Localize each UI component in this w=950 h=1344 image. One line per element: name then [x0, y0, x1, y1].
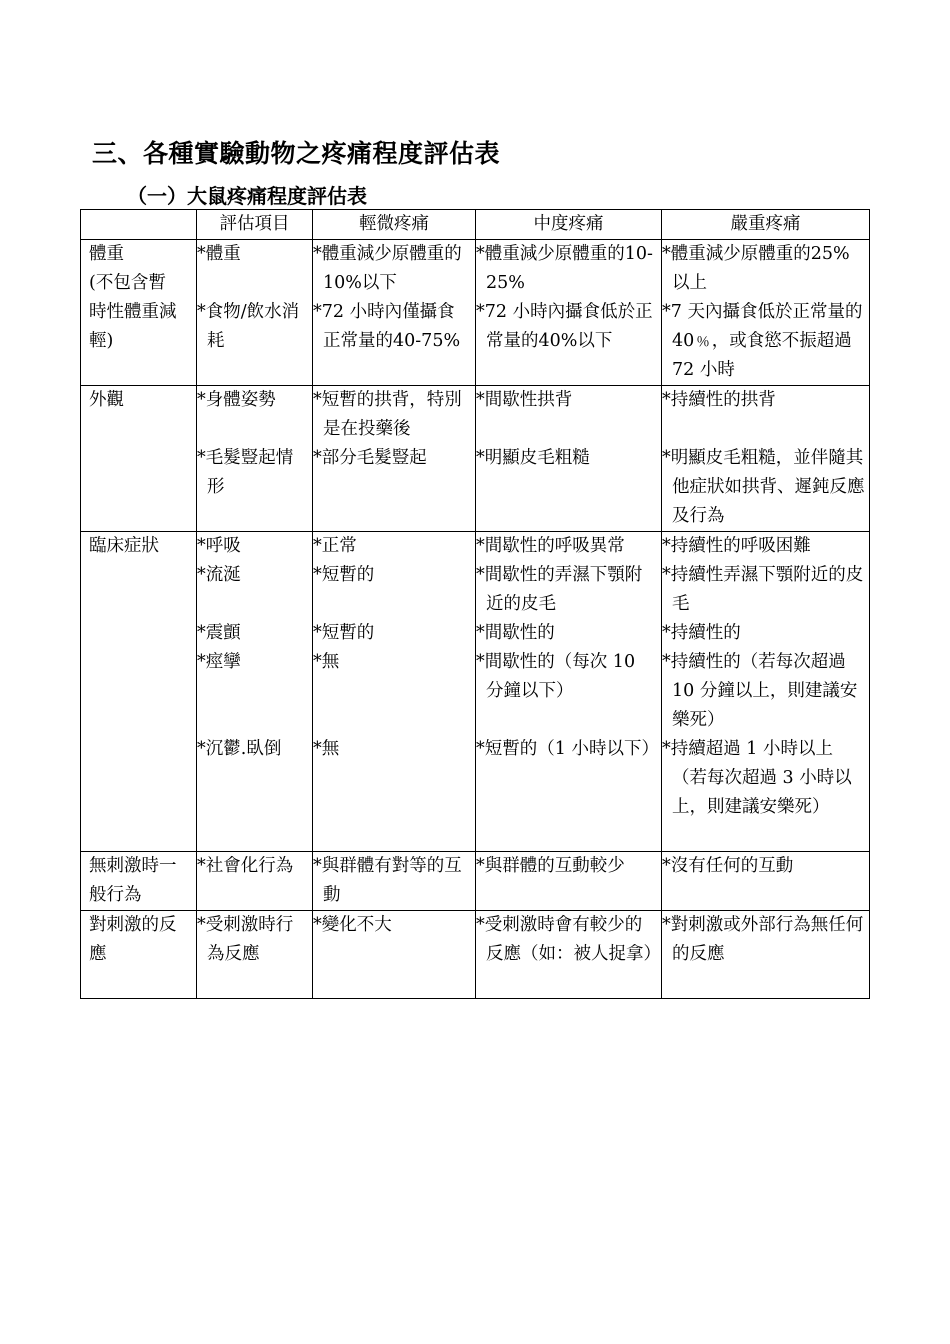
moderate-entry: *與群體的互動較少 — [476, 856, 625, 876]
item-entry: *受刺激時行為反應 — [197, 915, 294, 964]
item-entry: *沉鬱.臥倒 — [197, 739, 282, 759]
table-header-row — [81, 210, 870, 240]
severe-cell — [662, 240, 870, 386]
item-entry: *呼吸 — [197, 536, 241, 556]
mild-entry: *正常 — [313, 536, 357, 556]
mild-entry: *短暫的拱背，特別是在投藥後 — [313, 390, 462, 439]
header-moderate: 中度疼痛 — [476, 210, 662, 240]
category-label: 臨床症狀 — [89, 536, 159, 556]
item-cell — [197, 532, 313, 852]
pain-assessment-table — [80, 209, 870, 999]
severe-entry: *持續性的 — [662, 623, 741, 643]
severe-entry: *沒有任何的互動 — [662, 856, 794, 876]
category-cell — [81, 852, 197, 911]
moderate-entry: *間歇性的呼吸異常 — [476, 536, 625, 556]
item-cell — [197, 852, 313, 911]
severe-entry: *持續性的（若每次超過 10 分鐘以上，則建議安樂死） — [662, 652, 858, 730]
header-severe: 嚴重疼痛 — [662, 210, 870, 240]
mild-cell — [313, 911, 476, 999]
mild-entry: *變化不大 — [313, 915, 392, 935]
mild-entry: *無 — [313, 652, 340, 672]
item-entry: *毛髮豎起情形 — [197, 448, 294, 497]
severe-entry: *明顯皮毛粗糙，並伴隨其他症狀如拱背、遲鈍反應及行為 — [662, 448, 865, 526]
item-entry: *社會化行為 — [197, 856, 294, 876]
mild-cell — [313, 240, 476, 386]
item-cell — [197, 911, 313, 999]
severe-entry: *持續超過 1 小時以上（若每次超過 3 小時以上，則建議安樂死） — [662, 739, 852, 817]
item-cell — [197, 386, 313, 532]
moderate-entry: *間歇性的（每次 10 分鐘以下） — [476, 652, 636, 701]
severe-entry: *持續性的呼吸困難 — [662, 536, 811, 556]
mild-entry: *短暫的 — [313, 623, 375, 643]
category-cell — [81, 532, 197, 852]
category-cell — [81, 240, 197, 386]
mild-entry: *與群體有對等的互動 — [313, 856, 462, 905]
mild-cell — [313, 532, 476, 852]
category-label: 無刺激時一般行為 — [89, 856, 177, 905]
severe-entry: *7 天內攝食低於正常量的40﹪，或食慾不振超過 72 小時 — [662, 302, 863, 380]
category-cell — [81, 911, 197, 999]
moderate-entry: *間歇性的弄濕下顎附近的皮毛 — [476, 565, 643, 614]
mild-entry: *72 小時內僅攝食正常量的40-75% — [313, 302, 461, 351]
severe-entry: *對刺激或外部行為無任何的反應 — [662, 915, 864, 964]
mild-cell — [313, 852, 476, 911]
severe-entry: *體重減少原體重的25%以上 — [662, 244, 850, 293]
moderate-entry: *間歇性的 — [476, 623, 555, 643]
severe-cell — [662, 911, 870, 999]
table-row — [81, 240, 870, 386]
mild-entry: *無 — [313, 739, 340, 759]
category-label: 外觀 — [89, 390, 124, 410]
table-row — [81, 852, 870, 911]
severe-cell — [662, 386, 870, 532]
section-subtitle: （一）大鼠疼痛程度評估表 — [127, 184, 367, 208]
severe-entry: *持續性弄濕下顎附近的皮毛 — [662, 565, 864, 614]
item-entry: *體重 — [197, 244, 241, 264]
moderate-entry: *明顯皮毛粗糙 — [476, 448, 590, 468]
moderate-cell — [476, 911, 662, 999]
table-row — [81, 532, 870, 852]
mild-entry: *短暫的 — [313, 565, 375, 585]
severe-cell — [662, 532, 870, 852]
category-label: 對刺激的反應 — [89, 915, 177, 964]
moderate-entry: *短暫的（1 小時以下） — [476, 739, 659, 759]
item-entry: *痙攣 — [197, 652, 241, 672]
header-mild: 輕微疼痛 — [313, 210, 476, 240]
moderate-cell — [476, 386, 662, 532]
moderate-cell — [476, 532, 662, 852]
mild-entry: *體重減少原體重的10%以下 — [313, 244, 462, 293]
severe-entry: *持續性的拱背 — [662, 390, 776, 410]
mild-entry: *部分毛髮豎起 — [313, 448, 427, 468]
item-entry: *身體姿勢 — [197, 390, 276, 410]
table-row — [81, 911, 870, 999]
header-item: 評估項目 — [197, 210, 313, 240]
header-category — [81, 210, 197, 240]
table-row — [81, 386, 870, 532]
moderate-entry: *受刺激時會有較少的反應（如：被人捉拿） — [476, 915, 661, 964]
item-cell — [197, 240, 313, 386]
item-entry: *震顫 — [197, 623, 241, 643]
moderate-entry: *72 小時內攝食低於正常量的40%以下 — [476, 302, 653, 351]
moderate-cell — [476, 852, 662, 911]
moderate-cell — [476, 240, 662, 386]
mild-cell — [313, 386, 476, 532]
moderate-entry: *體重減少原體重的10-25% — [476, 244, 653, 293]
item-entry: *流涎 — [197, 565, 241, 585]
item-entry: *食物/飲水消耗 — [197, 302, 300, 351]
moderate-entry: *間歇性拱背 — [476, 390, 573, 410]
severe-cell — [662, 852, 870, 911]
page-title: 三、各種實驗動物之疼痛程度評估表 — [92, 139, 501, 168]
category-cell — [81, 386, 197, 532]
category-label: 體重 (不包含暫 時性體重減 輕) — [89, 244, 177, 351]
